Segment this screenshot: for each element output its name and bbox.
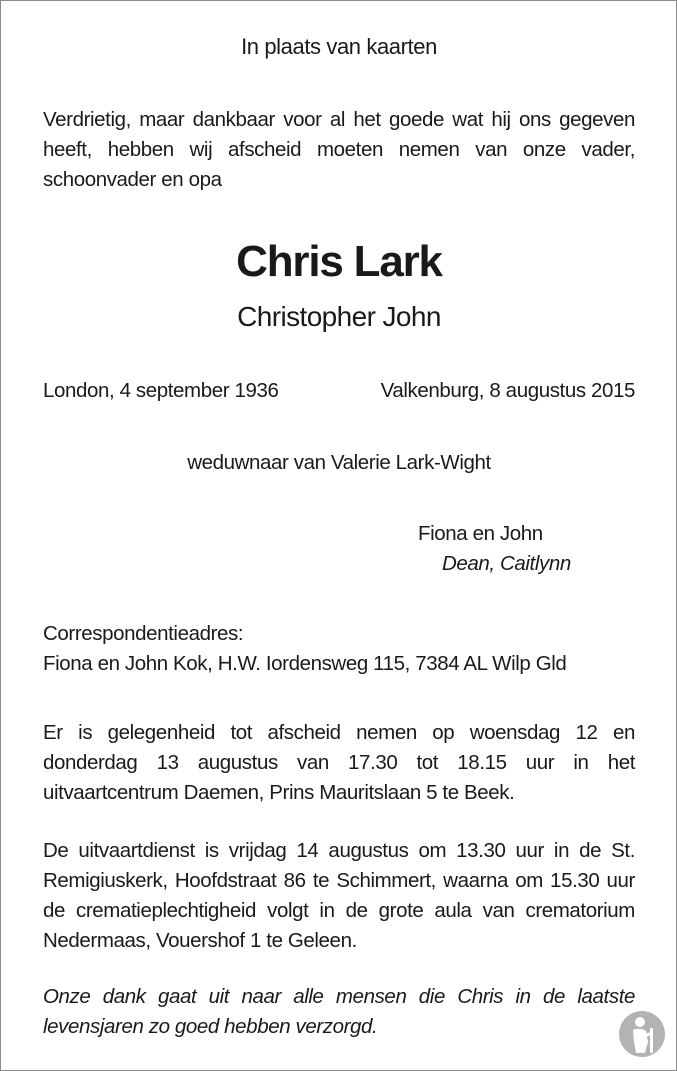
farewell-text: Er is gelegenheid tot afscheid nemen op woensdag 12 en donderdag 13 augustus van 17.30 tot 18.15 uur in het uitvaartcentrum Daemen, Prins Mauritslaan 5 te Beek. (43, 721, 635, 804)
intro-text: Verdrietig, maar dankbaar voor al het goede wat hij ons gegeven heeft, hebben wij afscheid moeten nemen van onze vader, schoonvader en opa (43, 108, 635, 191)
grandchildren-names: Dean, Caitlynn (442, 552, 571, 575)
correspondence-label: Correspondentieadres: (43, 622, 244, 645)
deceased-name: Chris Lark (236, 237, 442, 286)
mourning-figure-icon (618, 1010, 666, 1058)
birth-place-date: London, 4 september 1936 (43, 379, 279, 402)
notice-header: In plaats van kaarten (241, 34, 437, 59)
family-block (418, 519, 638, 579)
correspondence-block (43, 619, 635, 679)
service-text: De uitvaartdienst is vrijdag 14 augustus om 13.30 uur in de St. Remigiuskerk, Hoofdstraat 86 te Schimmert, waarna om 15.30 uur de crematieplechtigheid volgt in de grote aula van crematorium Nedermaas, Vouershof 1 te Geleen. (43, 839, 635, 952)
correspondence-address: Fiona en John Kok, H.W. Iordensweg 115, 7384 AL Wilp Gld (43, 652, 567, 675)
thanks-text: Onze dank gaat uit naar alle mensen die Chris in de laatste levensjaren zo goed hebben verzorgd. (43, 985, 635, 1038)
death-place-date: Valkenburg, 8 augustus 2015 (380, 379, 635, 402)
widower-line: weduwnaar van Valerie Lark-Wight (187, 451, 491, 474)
deceased-given-names: Christopher John (237, 301, 441, 332)
children-names: Fiona en John (418, 522, 543, 545)
life-dates (43, 376, 635, 406)
